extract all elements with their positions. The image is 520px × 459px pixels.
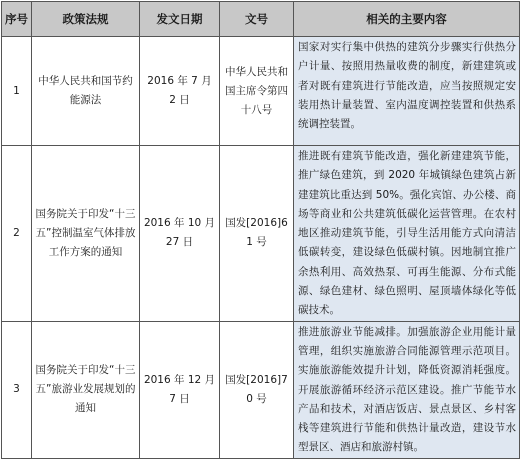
table-row bbox=[2, 146, 520, 322]
header-policy: 政策法规 bbox=[32, 2, 140, 37]
cell-content: 推进旅游业节能减排。加强旅游企业用能计量管理，组织实施旅游合同能源管理示范项目。实施旅游能效提升计划，降低资源消耗强度。开展旅游循环经济示范区建设。推广节能节水产品和技术，对酒店饭店、景点景区、乡村客栈等建筑进行节能和供热计量改造，建设节水型景区、酒店和旅游村镇。 bbox=[294, 321, 520, 458]
cell-index: 1 bbox=[2, 37, 32, 146]
cell-index: 3 bbox=[2, 321, 32, 458]
table-row bbox=[2, 321, 520, 458]
cell-content: 推进既有建筑节能改造，强化新建建筑节能，推广绿色建筑，到 2020 年城镇绿色建筑占新建建筑比重达到 50%。强化宾馆、办公楼、商场等商业和公共建筑低碳化运营管理。在农村地区推动建筑节能，引导生活用能方式向清洁低碳转变，建设绿色低碳村镇。因地制宜推广余热利用、高效热泵、可再生能源、分布式能源、绿色建材、绿色照明、屋顶墙体绿化等低碳技术。 bbox=[294, 146, 520, 322]
table-row bbox=[2, 37, 520, 146]
cell-policy: 中华人民共和国节约能源法 bbox=[32, 37, 140, 146]
header-content: 相关的主要内容 bbox=[294, 2, 520, 37]
header-index: 序号 bbox=[2, 2, 32, 37]
cell-policy: 国务院关于印发“十三五”控制温室气体排放工作方案的通知 bbox=[32, 146, 140, 322]
cell-index: 2 bbox=[2, 146, 32, 322]
cell-date: 2016 年 12 月 7 日 bbox=[140, 321, 220, 458]
cell-policy: 国务院关于印发“十三五”旅游业发展规划的通知 bbox=[32, 321, 140, 458]
cell-date: 2016 年 10 月 27 日 bbox=[140, 146, 220, 322]
header-doc-no: 文号 bbox=[220, 2, 294, 37]
header-row bbox=[2, 2, 520, 37]
policy-table bbox=[1, 1, 520, 459]
cell-doc-no: 国发[2016]61 号 bbox=[220, 146, 294, 322]
cell-date: 2016 年 7 月 2 日 bbox=[140, 37, 220, 146]
header-date: 发文日期 bbox=[140, 2, 220, 37]
cell-doc-no: 国发[2016]70 号 bbox=[220, 321, 294, 458]
cell-content: 国家对实行集中供热的建筑分步骤实行供热分户计量、按照用热量收费的制度，新建建筑或者对既有建筑进行节能改造，应当按照规定安装用热计量装置、室内温度调控装置和供热系统调控装置。 bbox=[294, 37, 520, 146]
cell-doc-no: 中华人民共和国主席令第四十八号 bbox=[220, 37, 294, 146]
